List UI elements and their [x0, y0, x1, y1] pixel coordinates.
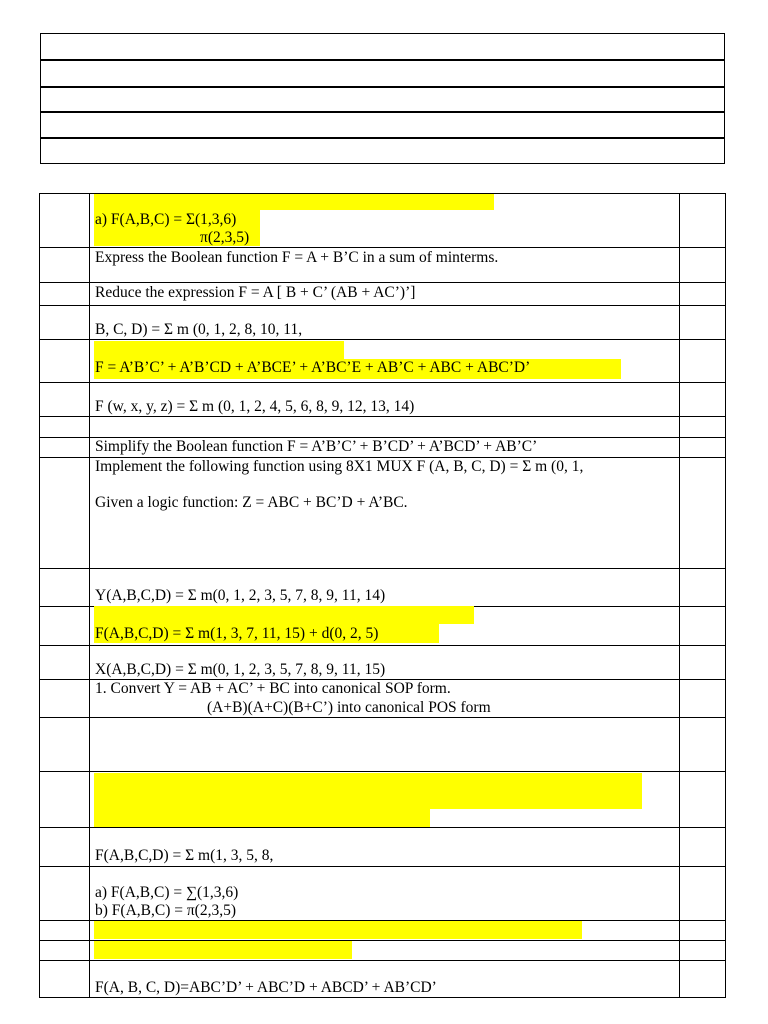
- row-line: [39, 247, 725, 248]
- question-text: X(A,B,C,D) = Σ m(0, 1, 2, 3, 5, 7, 8, 9, 11, 15): [95, 661, 386, 678]
- question-text: (A+B)(A+C)(B+C’) into canonical POS form: [207, 699, 491, 716]
- question-text: Simplify the Boolean function F = A’B’C’ + B’CD’ + A’BCD’ + AB’C’: [95, 438, 538, 455]
- table-border-left: [39, 193, 40, 998]
- table-border-right: [725, 193, 726, 998]
- row-line: [39, 339, 725, 340]
- highlight-block: [94, 194, 494, 210]
- row-line: [39, 771, 725, 772]
- question-text: a) F(A,B,C) = ∑(1,3,6): [95, 884, 239, 901]
- question-text: Express the Boolean function F = A + B’C in a sum of minterms.: [95, 249, 499, 266]
- highlight-block: [94, 921, 582, 939]
- highlight-block: [94, 809, 430, 827]
- row-line: [39, 282, 725, 283]
- question-text: F(A,B,C,D) = Σ m(1, 3, 5, 8,: [95, 847, 274, 864]
- question-text: F = A’B’C’ + A’B’CD + A’BCE’ + A’BC’E + AB’C + ABC + ABC’D’: [95, 359, 531, 376]
- table-column-divider: [89, 193, 90, 998]
- question-text: Given a logic function: Z = ABC + BC’D + A’BC.: [95, 494, 408, 511]
- question-text: 1. Convert Y = AB + AC’ + BC into canonical SOP form.: [95, 680, 451, 697]
- question-text: Y(A,B,C,D) = Σ m(0, 1, 2, 3, 5, 7, 8, 9, 11, 14): [95, 587, 386, 604]
- row-line: [39, 866, 725, 867]
- header-row-divider: [40, 111, 725, 113]
- highlight-block: [94, 773, 642, 809]
- highlight-block: [94, 941, 352, 959]
- header-row-divider: [40, 137, 725, 139]
- question-text: F(A,B,C,D) = Σ m(1, 3, 7, 11, 15) + d(0, 2, 5): [95, 625, 379, 642]
- row-line: [39, 382, 725, 383]
- row-line: [39, 416, 725, 417]
- header-table: [40, 33, 725, 164]
- header-row-divider: [40, 86, 725, 88]
- table-border-bottom: [39, 997, 725, 998]
- question-text: B, C, D) = Σ m (0, 1, 2, 8, 10, 11,: [95, 321, 303, 338]
- row-line: [39, 960, 725, 961]
- row-line: [39, 827, 725, 828]
- question-text: b) F(A,B,C) = π(2,3,5): [95, 902, 236, 919]
- highlight-block: [94, 341, 344, 359]
- row-line: [39, 717, 725, 718]
- highlight-block: [94, 606, 474, 624]
- question-text: F(A, B, C, D)=ABC’D’ + ABC’D + ABCD’ + AB’CD’: [95, 979, 437, 996]
- question-text: Implement the following function using 8X1 MUX F (A, B, C, D) = Σ m (0, 1,: [95, 458, 584, 475]
- question-text: F (w, x, y, z) = Σ m (0, 1, 2, 4, 5, 6, 8, 9, 12, 13, 14): [95, 398, 415, 415]
- question-text: Reduce the expression F = A [ B + C’ (AB + AC’)’]: [95, 284, 416, 301]
- row-line: [39, 305, 725, 306]
- header-row-divider: [40, 59, 725, 61]
- question-text: π(2,3,5): [200, 229, 250, 246]
- row-line: [39, 645, 725, 646]
- table-column-divider: [679, 193, 680, 998]
- row-line: [39, 568, 725, 569]
- question-text: a) F(A,B,C) = Σ(1,3,6): [95, 211, 237, 228]
